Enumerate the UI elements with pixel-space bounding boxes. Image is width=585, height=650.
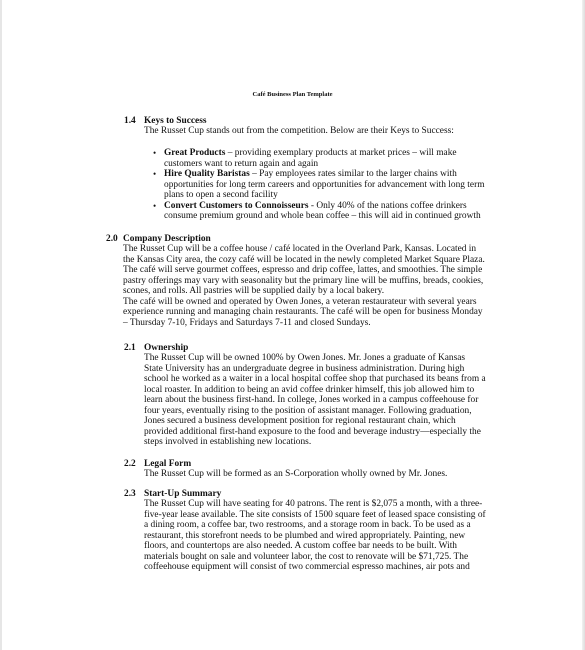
paragraph-line: four years, eventually rising to the position of assistant manager. Following graduation, bbox=[144, 405, 472, 416]
paragraph-line: coffeehouse equipment will consist of two commercial espresso machines, air pots and bbox=[144, 562, 470, 572]
paragraph-line: experience running and managing chain restaurants. The café will be open for business Monday bbox=[123, 307, 483, 317]
paragraph-line: materials bought on sale and volunteer labor, the cost to renovate will be $71,725. The bbox=[144, 551, 469, 562]
paragraph-line: a dining room, a coffee bar, two restrooms, and a storage room in back. To be used as a bbox=[144, 520, 471, 530]
section-number: 2.1 bbox=[124, 343, 136, 353]
paragraph-line: floors, and countertops are also needed. A custom coffee bar needs to be built. With bbox=[144, 541, 457, 551]
bullet-text: – Pay employees rates similar to the larger chains with bbox=[252, 169, 457, 179]
bullet-convert-customers bbox=[153, 201, 483, 222]
ownership-body bbox=[144, 353, 486, 448]
paragraph-line: local roaster. In addition to being an avid coffee drinker himself, this job allowed him to bbox=[144, 384, 475, 395]
bullet-term: Convert Customers to Connoisseurs bbox=[164, 200, 309, 211]
paragraph-line: restaurant, this storefront needs to be plumbed and wired appropriately. Painting, new bbox=[144, 530, 466, 541]
keys-bullet-list bbox=[153, 148, 483, 222]
company-description-body bbox=[123, 244, 485, 328]
paragraph-line: – Thursday 7-10, Fridays and Saturdays 7-11 and closed Sundays. bbox=[123, 317, 371, 328]
bullet-great-products bbox=[153, 148, 483, 169]
bullet-text: - Only 40% of the nations coffee drinkers bbox=[310, 200, 467, 211]
bullet-text: consume premium ground and whole bean coffee – this will aid in continued growth bbox=[164, 211, 481, 221]
paragraph-line: The Russet Cup will be a coffee house / café located in the Overland Park, Kansas. Located in bbox=[123, 244, 477, 254]
paragraph-line: Jones secured a business development position for regional restaurant chain, which bbox=[144, 416, 456, 426]
paragraph-line: State University has an undergraduate degree in business administration. During high bbox=[144, 363, 465, 374]
section-number: 1.4 bbox=[124, 116, 136, 126]
section-title: Company Description bbox=[123, 234, 211, 244]
bullet-text: customers want to return again and again bbox=[164, 158, 319, 169]
bullet-term: Great Products bbox=[164, 148, 226, 158]
paragraph-line: pastry offerings may vary with seasonality but the primary line will be muffins, breads, cookies, bbox=[123, 275, 484, 286]
paragraph-line: provided additional first-hand exposure to the food and beverage industry—especially the bbox=[144, 426, 481, 437]
page-header: Café Business Plan Template bbox=[252, 91, 333, 98]
paragraph-line: The Russet Cup will have seating for 40 patrons. The rent is $2,075 a month, with a three- bbox=[144, 499, 483, 509]
section-number: 2.0 bbox=[106, 234, 118, 244]
paragraph-line: scones, and rolls. All pastries will be supplied daily by a local bakery. bbox=[123, 286, 385, 296]
section-title: Keys to Success bbox=[144, 116, 207, 126]
section-title: Start-Up Summary bbox=[144, 489, 222, 499]
keys-intro: The Russet Cup stands out from the competition. Below are their Keys to Success: bbox=[144, 126, 454, 136]
paragraph-line: the Kansas City area, the cozy café will be located in the newly completed Market Square Plaza. bbox=[123, 254, 485, 265]
bullet-hire-quality-baristas bbox=[153, 169, 483, 201]
section-heading-ownership bbox=[124, 343, 188, 354]
paragraph-line: The café will be owned and operated by Owen Jones, a veteran restaurateur with several years bbox=[123, 296, 477, 307]
section-heading-legal-form bbox=[124, 459, 191, 470]
legal-form-body bbox=[144, 469, 447, 480]
paragraph-line: five-year lease available. The site consists of 1500 square feet of leased space consisting of bbox=[144, 509, 486, 520]
paragraph-line: learn about the business first-hand. In college, Jones worked in a campus coffeehouse for bbox=[144, 395, 479, 405]
bullet-dot-icon: • bbox=[153, 148, 157, 158]
paragraph-line: The Russet Cup will be owned 100% by Owen Jones. Mr. Jones a graduate of Kansas bbox=[144, 353, 466, 363]
section-heading-keys-to-success bbox=[124, 116, 207, 127]
bullet-text: opportunities for long term careers and opportunities for advancement with long term bbox=[164, 179, 485, 190]
bullet-dot-icon: • bbox=[153, 169, 157, 179]
bullet-text: – providing exemplary products at market prices – will make bbox=[227, 148, 457, 158]
bullet-dot-icon: • bbox=[153, 200, 157, 211]
paragraph-line: steps involved in establishing new locations. bbox=[144, 437, 312, 447]
paragraph-line: school he worked as a waiter in a local hospital coffee shop that purchased its beans from a bbox=[144, 374, 486, 384]
section-heading-startup-summary bbox=[124, 489, 221, 500]
section-title: Legal Form bbox=[144, 459, 192, 469]
bullet-text: plans to open a second facility bbox=[164, 190, 278, 200]
section-number: 2.3 bbox=[124, 489, 136, 499]
section-title: Ownership bbox=[144, 343, 189, 353]
section-number: 2.2 bbox=[124, 459, 136, 469]
bullet-term: Hire Quality Baristas bbox=[164, 169, 250, 179]
section-heading-company-description bbox=[106, 234, 211, 245]
paragraph-line: The Russet Cup will be formed as an S-Corporation wholly owned by Mr. Jones. bbox=[144, 469, 448, 479]
startup-summary-body bbox=[144, 499, 486, 573]
paragraph-line: The café will serve gourmet coffees, espresso and drip coffee, lattes, and smoothies. The simple bbox=[123, 265, 483, 275]
